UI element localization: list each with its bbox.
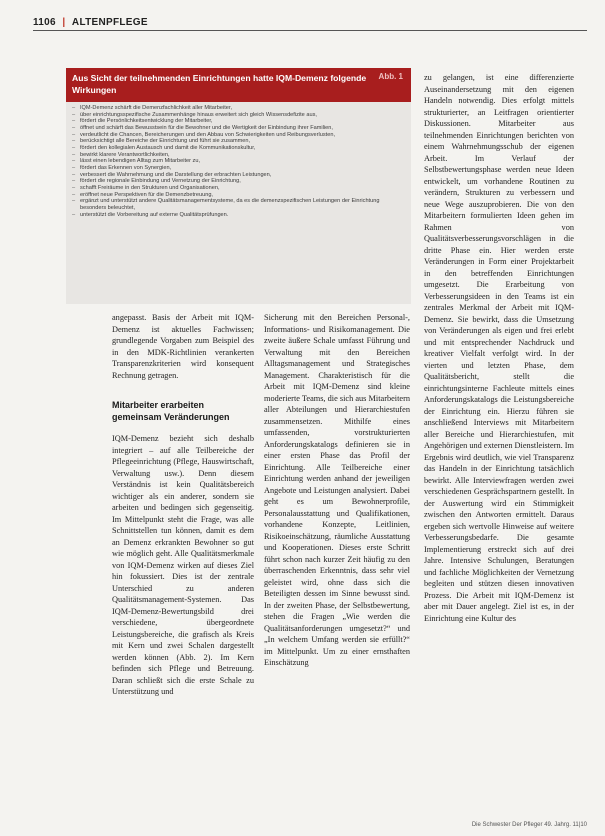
- list-item: – eröffnet neue Perspektiven für die Demenzbetreuung,: [72, 192, 405, 199]
- list-item: – verbessert die Wahrnehmung und die Darstellung der erbrachten Leistungen,: [72, 172, 405, 179]
- header-separator: |: [62, 17, 66, 28]
- infobox-body: [66, 102, 411, 304]
- list-item: – schafft Freiräume in den Strukturen und Organisationen,: [72, 185, 405, 192]
- text-column-2: [264, 312, 410, 669]
- page-footer: Die Schwester Der Pfleger 49. Jahrg. 11|10: [471, 822, 587, 828]
- section-subheading: Mitarbeiter erarbeiten gemeinsam Veränderungen: [112, 400, 230, 422]
- figure-number: Abb. 1: [378, 72, 403, 81]
- effects-list: [72, 105, 405, 218]
- list-item: – ergänzt und unterstützt andere Qualitätsmanagementsysteme, da es die demenzspezifischen Leistungen der Einrichtung besonders beleuchtet,: [72, 198, 405, 211]
- infobox-header: [66, 68, 411, 102]
- paragraph-body: Sicherung mit den Bereichen Personal-, Informations- und Risikomanagement. Die zweite äußere Schale umfasst Führung und Verwaltung mit den Bereichen Alltagsmanagement und Strategisches Management. Charakteristisch für die Arbeit mit IQM-Demenz sind kleine moderierte Teams, die sich aus Mitarbeitern aller Abteilungen und Hierarchiestufen zusammensetzen. Mithilfe eines umfassenden, vorstrukturierten Anforderungskatalogs definieren sie in einer ersten Phase das Profil der Einrichtung. Alle Teilbereiche einer Einrichtung werden anhand der jeweiligen Angebote und Leistungen analysiert. Dabei geht es um Bewohnerprofile, Personalausstattung und Qualifikationen, vorhandene Konzepte, Leitlinien, Risikoeinschätzung, räumliche Ausstattung und Kooperationen. Dieses erste Schritt führt schon nach kurzer Zeit häufig zu den überraschenden Erkenntnis, dass sehr viel geleistet wird, ohne dass sich die Beteiligten dessen im Sinne bewusst sind. In der zweiten Phase, der Selbstbewertung, stehen die Fragen „Wie werden die Qualitätsanforderungen umgesetzt?“ und „In welchem Umfang werden sie erfüllt?“ im Mittelpunkt. Um zu einer ernsthaften Einschätzung: [264, 313, 410, 667]
- section-title: ALTENPFLEGE: [71, 17, 148, 28]
- list-item: – öffnet und schärft das Bewusstsein für die Bewohner und die Wertigkeit der Einbindung ihrer Familien,: [72, 125, 405, 132]
- page-number: 1106: [33, 17, 56, 28]
- paragraph-intro: angepasst. Basis der Arbeit mit IQM-Demenz ist aktuelles Fachwissen; grundlegende Vorgaben zum Beispiel des in den MDK-Richtlinien verankerten Transparenzkriterien wird konsequent Rechnung getragen.: [112, 313, 254, 380]
- list-item: – unterstützt die Vorbereitung auf externe Qualitätsprüfungen.: [72, 212, 405, 219]
- text-column-3: [424, 72, 574, 624]
- list-item: – lässt einen lebendigen Alltag zum Mitarbeiter zu,: [72, 158, 405, 165]
- list-item: – berücksichtigt alle Bereiche der Einrichtung und führt sie zusammen,: [72, 138, 405, 145]
- list-item: – über einrichtungsspezifische Zusammenhänge hinaus erweitert sich gleich Wissensdefizite aus,: [72, 112, 405, 119]
- infobox-title: Aus Sicht der teilnehmenden Einrichtungen hatte IQM-Demenz folgende Wirkungen: [72, 73, 367, 95]
- paragraph-body: IQM-Demenz bezieht sich deshalb integriert – auf alle Teilbereiche der Pflegeeinrichtung (Pflege, Hauswirtschaft, Verwaltung usw.). Denn diesem Verständnis ist kein Qualitätsbereich wichtiger als ein anderer, sondern sie arbeiten und bedingen sich gegenseitig. Im Mittelpunkt steht die Frage, was alle Schnittstellen tun können, damit es dem an Demenz erkrankten Bewohner so gut wie möglich geht. Alle Qualitätsmerkmale von IQM-Demenz wirken auf dieses Ziel hin fokussiert. Dies ist der zentrale Unterschied zu anderen Qualitätsmanagement-Systemen. Das IQM-Demenz-Bewertungsbild drei verschiedene, übergeordnete Leistungsbereiche, die grafisch als Kreis mit Kern und zwei Schalen dargestellt werden können (Abb. 2). Im Kern befinden sich Pflege und Betreuung. Daran schließt sich die erste Schale zu Unterstützung und: [112, 434, 254, 696]
- list-item: – fördert das Erkennen von Synergien,: [72, 165, 405, 172]
- list-item: – verdeutlicht die Chancen, Bereicherungen und den Abbau von Schwierigkeiten und Reibungsverlusten,: [72, 132, 405, 139]
- paragraph-body: zu gelangen, ist eine differenzierte Auseinandersetzung mit den eigenen Handeln notwendig. Dies erfolgt mittels strukturierter, an Leitfragen orientierter Diskussionen. Mitarbeiter aus teilnehmenden Einrichtungen berichten von einem Wahrnehmungsschub der eigenen Arbeit. Im Verlauf der Selbstbewertungsphase werden neue Ideen entwickelt, um vorhandene Routinen zu verändern, Strukturen zu verbessern und neue Wege auszuprobieren. Die von den Mitarbeitern formulierten Ideen gehen im Rahmen von Qualitätsverbesserungsvorschlägen in die dritte Phase ein. Hier werden erste Veränderungen in Form einer Projektarbeit in den betreffenden Einrichtungen umgesetzt. Die Erarbeitung von Verbesserungsideen in den Teams ist ein zentrales Merkmal der Arbeit mit IQM-Demenz. Sie bewirkt, dass die Umsetzung von Veränderungen als eigen und frei erlebt und mit entsprechender Nachdruck und kreativer Vielfalt verfolgt wird. In der vierten und letzten Phase, dem Qualitätsbericht, stellt die einrichtungsinterne Fachleute mittels eines Anforderungskatalogs die Leistungsbereiche der Einrichtung ein. Hierzu führen sie anschließend Interviews mit Mitarbeitern aller Bereiche und Hierarchiestufen, mit Angehörigen und externen Dienstleistern. Im Ergebnis wird deutlich, wie viel Transparenz das Handeln in der Einrichtung tatsächlich bewirkt. Alle Interviewfragen werden zwei verschiedenen Gesprächspartnern gestellt. In der Auswertung wird ein Stimmigkeit zwischen den Antworten ermittelt. Daraus ergeben sich wertvolle Hinweise auf weitere Verbesserungsbedarfe. Die gesamte Implementierung erstreckt sich auf drei Jahre. Intensive Schulungen, Beratungen und fachliche Möglichkeiten der Vernetzung begleiten und stützen diesen innovativen Prozess. Die Arbeit mit IQM-Demenz ist aber mit Dauer angelegt. Ziel ist es, in der Einrichtung eine Kultur des: [424, 73, 574, 623]
- list-item: – IQM-Demenz schärft die Demenzfachlichkeit aller Mitarbeiter,: [72, 105, 405, 112]
- list-item: – fördert die regionale Einbindung und Vernetzung der Einrichtung,: [72, 178, 405, 185]
- text-column-1: [112, 312, 254, 698]
- running-header: [33, 12, 587, 31]
- list-item: – fördert den kollegialen Austausch und damit die Kommunikationskultur,: [72, 145, 405, 152]
- list-item: – fördert die Persönlichkeitsentwicklung der Mitarbeiter,: [72, 118, 405, 125]
- infobox: [66, 68, 411, 304]
- list-item: – bewirkt klarere Verantwortlichkeiten,: [72, 152, 405, 159]
